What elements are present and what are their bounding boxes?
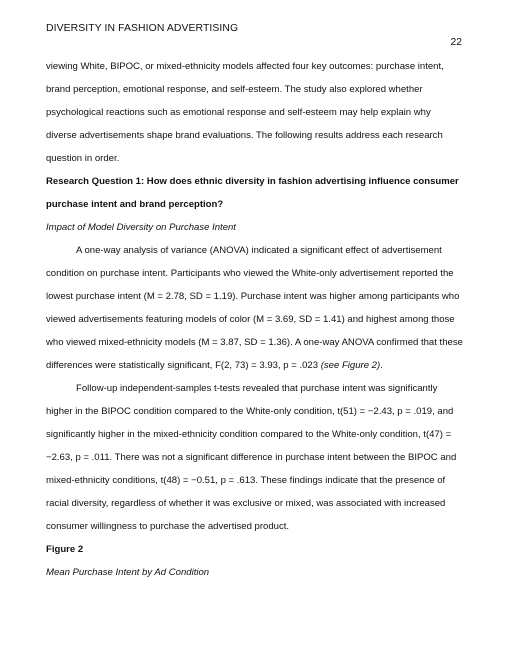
- anova-paragraph-text: A one-way analysis of variance (ANOVA) indicated a significant effect of advertisement condition on purchase intent. Participants who viewed the White-only advertisement reported the lowest purchase intent (M = 2.78, SD = 1.19). Purchase intent was higher among participants who viewed advertisements featuring models of color (M = 3.69, SD = 1.41) and highest among those who viewed mixed-ethnicity models (M = 3.87, SD = 1.36). A one-way ANOVA confirmed that these differences were statistically significant, F(2, 73) = 3.93, p = .023: [46, 245, 463, 371]
- subheading: Impact of Model Diversity on Purchase Intent: [46, 222, 236, 233]
- figure-label: Figure 2: [46, 544, 84, 555]
- anova-paragraph-end: .: [380, 360, 383, 371]
- figure-title: Mean Purchase Intent by Ad Condition: [46, 567, 210, 578]
- anova-paragraph: [46, 239, 464, 377]
- intro-paragraph: viewing White, BIPOC, or mixed-ethnicity models affected four key outcomes: purchase intent, brand perception, emotional response, and self-esteem. The study also explored whether psychological reactions such as emotional response and self-esteem may help explain why diverse advertisements shape brand evaluations. The following results address each research question in order.: [46, 61, 444, 164]
- ttest-paragraph: Follow-up independent-samples t-tests revealed that purchase intent was significantly higher in the BIPOC condition compared to the White-only condition, t(51) = −2.43, p = .019, and significantly higher in the mixed-ethnicity condition compared to the White-only condition, t(47) = −2.63, p = .011. There was not a significant difference in purchase intent between the BIPOC and mixed-ethnicity conditions, t(48) = −0.51, p = .613. These findings indicate that the presence of racial diversity, regardless of whether it was exclusive or mixed, was associated with increased consumer willingness to purchase the advertised product.: [46, 383, 457, 532]
- running-head: DIVERSITY IN FASHION ADVERTISING: [46, 23, 239, 34]
- research-question-heading: Research Question 1: How does ethnic diversity in fashion advertising influence consumer purchase intent and brand perception?: [46, 176, 459, 210]
- body-text: [46, 55, 464, 584]
- figure-reference: (see Figure 2): [320, 360, 381, 371]
- page-number: 22: [450, 37, 462, 48]
